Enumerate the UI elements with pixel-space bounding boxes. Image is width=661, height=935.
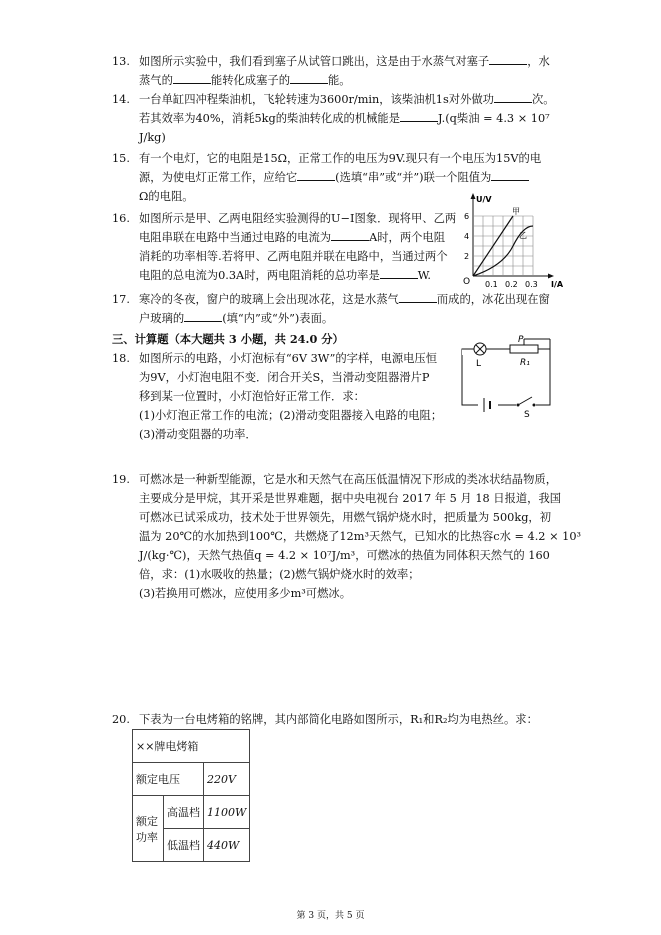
switch-label: S — [524, 410, 530, 420]
question-18 — [112, 349, 442, 444]
q13-line1b: ，水 — [527, 55, 550, 68]
high-gear-label: 高温档 — [164, 796, 204, 829]
q19-line4: 温为 20℃的水加热到100℃，共燃烧了12m³天然气，已知水的比热容c水 = 4.2 × 10³ — [139, 530, 582, 543]
q17-line1: 寒冷的冬夜，窗户的玻璃上会出现冰花，这是水蒸气 — [139, 293, 399, 306]
q16-line1: 如图所示是甲、乙两电阻经实验测得的U−I图象．现将甲、乙两 — [139, 212, 457, 225]
x-tick: 0.3 — [525, 280, 538, 289]
y-axis-label: U/V — [476, 195, 492, 204]
answer-blank — [491, 170, 529, 181]
q13-line1: 如图所示实验中，我们看到塞子从试管口跳出，这是由于水蒸气对塞子 — [139, 55, 490, 68]
answer-blank — [400, 111, 438, 122]
nameplate-title: ××牌电烤箱 — [133, 730, 250, 763]
q16-line2b: A时，两个电阻 — [369, 231, 446, 244]
question-number: 15. — [112, 152, 130, 165]
y-tick: 6 — [464, 212, 470, 221]
q19-line2: 主要成分是甲烷，其开采是世界难题，据中央电视台 2017 年 5 月 18 日报道，我国 — [139, 492, 562, 505]
resistor-icon — [510, 345, 538, 353]
q19-line5: J/(kg·℃)，天然气热值q = 4.2 × 10⁷J/m³，可燃冰的热值为同体积天然气的 160 — [139, 549, 550, 562]
x-tick: 0.2 — [505, 280, 518, 289]
answer-blank — [184, 311, 222, 322]
x-tick: 0.1 — [485, 280, 498, 289]
question-number: 14. — [112, 93, 130, 106]
page-footer: 第 3 页，共 5 页 — [296, 911, 365, 921]
q15-line2b: (选填“串”或“并”)联一个阻值为 — [335, 171, 492, 184]
q13-line2c: 能。 — [328, 74, 351, 87]
answer-blank — [297, 170, 335, 181]
q13-line2: 蒸气的 — [139, 74, 173, 87]
q17-line1b: 而成的，冰花出现在窗 — [436, 293, 550, 306]
answer-blank — [399, 292, 437, 303]
q19-line6: 倍，求：(1)水吸收的热量；(2)燃气锅炉烧水时的效率； — [139, 568, 420, 581]
q20-line1: 下表为一台电烤箱的铭牌，其内部简化电路如图所示，R₁和R₂均为电热丝。求： — [139, 713, 538, 726]
answer-blank — [494, 92, 532, 103]
answer-blank — [380, 268, 418, 279]
q14-line2: 若其效率为40%，消耗5kg的柴油转化成的机械能是 — [139, 112, 401, 125]
answer-blank — [290, 73, 328, 84]
q14-line2b: J.(q柴油 = 4.3 × 10⁷ — [438, 112, 550, 125]
q16-line2: 电阻串联在电路中当通过电路的电流为 — [139, 231, 332, 244]
q18-line5: (3)滑动变阻器的功率． — [139, 428, 257, 441]
slider-label: P — [518, 335, 524, 345]
low-gear-label: 低温档 — [164, 829, 204, 862]
question-number: 13. — [112, 55, 130, 68]
question-number: 20. — [112, 713, 130, 726]
rated-voltage-value: 220V — [204, 763, 250, 796]
question-16 — [112, 209, 456, 285]
answer-blank — [489, 54, 527, 65]
question-20 — [112, 710, 538, 729]
q19-line3: 可燃冰已试采成功，技术处于世界领先，用燃气锅炉烧水时，把质量为 500kg，初 — [139, 511, 552, 524]
q18-line4: (1)小灯泡正常工作的电流；(2)滑动变阻器接入电路的电阻； — [139, 409, 443, 422]
low-gear-value: 440W — [204, 829, 250, 862]
label-yi: 乙 — [519, 231, 527, 240]
q14-line1b: 次。 — [531, 93, 555, 106]
q15-line1: 有一个电灯，它的电阻是15Ω，正常工作的电压为9V.现只有一个电压为15V的电 — [139, 152, 542, 165]
origin-label: O — [463, 277, 471, 287]
rated-voltage-label: 额定电压 — [133, 763, 204, 796]
circuit-diagram — [458, 335, 558, 420]
high-gear-value: 1100W — [204, 796, 250, 829]
question-number: 19. — [112, 473, 130, 486]
question-14 — [112, 90, 555, 147]
question-19 — [112, 470, 581, 603]
q14-line3: J/kg) — [139, 131, 166, 144]
u-i-graph — [455, 190, 564, 290]
q17-line2: 户玻璃的 — [139, 312, 185, 325]
question-number: 18. — [112, 352, 130, 365]
q17-line2b: (填“内”或“外”)表面。 — [222, 312, 334, 325]
q16-line3: 消耗的功率相等.若将甲、乙两电阻并联在电路中，当通过两个 — [139, 250, 448, 263]
y-tick: 2 — [464, 252, 470, 261]
y-tick: 4 — [464, 232, 470, 241]
q14-line1: 一台单缸四冲程柴油机，飞轮转速为3600r/min，该柴油机1s对外做功 — [139, 93, 494, 106]
q15-line2: 源，为使电灯正常工作，应给它 — [139, 171, 298, 184]
question-number: 17. — [112, 293, 130, 306]
q19-line1: 可燃冰是一种新型能源，它是水和天然气在高压低温情况下形成的类冰状结晶物质， — [139, 473, 557, 486]
answer-blank — [331, 230, 369, 241]
q19-line7: (3)若换用可燃冰，应使用多少m³可燃冰。 — [139, 587, 351, 600]
q16-line4b: W. — [417, 269, 432, 282]
q18-line1: 如图所示的电路，小灯泡标有“6V 3W”的字样，电源电压恒 — [139, 352, 438, 365]
x-axis-label: I/A — [551, 280, 564, 289]
question-number: 16. — [112, 212, 130, 225]
section-heading: 三、计算题（本大题共 3 小题，共 24.0 分） — [112, 332, 344, 346]
rated-power-label: 额定功率 — [133, 796, 164, 862]
q15-line3: Ω的电阻。 — [139, 190, 194, 203]
q16-line4: 电阻的总电流为0.3A时，两电阻消耗的总功率是 — [139, 269, 380, 282]
label-jia: 甲 — [512, 207, 520, 216]
q18-line3: 移到某一位置时，小灯泡恰好正常工作．求： — [139, 390, 365, 403]
q13-line2b: 能转化成塞子的 — [210, 74, 290, 87]
answer-blank — [173, 73, 211, 84]
resistor-label: R₁ — [520, 358, 530, 368]
nameplate-table — [132, 729, 250, 862]
lamp-label: L — [476, 359, 482, 369]
question-17 — [112, 290, 550, 328]
question-13 — [112, 52, 550, 90]
q18-line2: 为9V，小灯泡电阻不变．闭合开关S，当滑动变阻器滑片P — [139, 371, 430, 384]
